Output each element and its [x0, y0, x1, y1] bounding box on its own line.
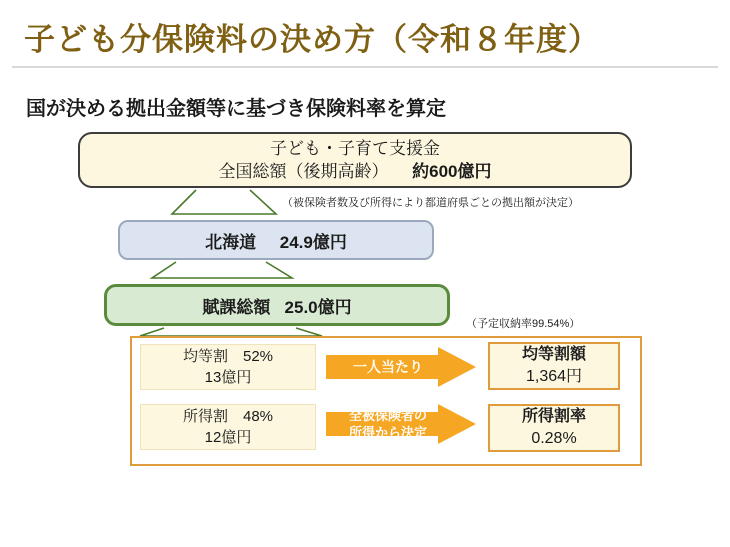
national-total-line1: 子ども・子育て支援金 — [270, 139, 440, 158]
national-total-box — [78, 132, 632, 188]
income-rate-cell — [488, 404, 620, 452]
note-collection-rate: （予定収納率99.54%） — [466, 318, 581, 330]
levy-value: 25.0億円 — [284, 297, 352, 317]
income-based-arrow-line1: 全被保険者の — [348, 408, 427, 423]
levy-total-box — [104, 284, 450, 326]
income-share-line1: 所得割 48% — [182, 408, 274, 425]
income-rate-value: 0.28% — [531, 430, 577, 447]
income-rate-head: 所得割率 — [521, 408, 586, 425]
hokkaido-box — [118, 220, 434, 260]
income-share-cell — [140, 404, 316, 450]
equal-share-cell — [140, 344, 316, 390]
equal-amount-value: 1,364円 — [525, 368, 583, 385]
income-based-arrow-label — [326, 404, 450, 444]
equal-amount-head: 均等割額 — [521, 346, 586, 363]
title-divider — [12, 66, 718, 68]
income-based-arrow-line2: 所得から決定 — [348, 425, 427, 440]
levy-label: 賦課総額 — [202, 297, 271, 317]
hokkaido-line — [205, 228, 347, 253]
levy-line — [202, 293, 351, 318]
national-total-line2 — [218, 160, 491, 183]
lead-text: 国が決める拠出金額等に基づき保険料率を算定 — [26, 98, 446, 120]
hokkaido-value: 24.9億円 — [279, 232, 347, 252]
per-person-arrow — [326, 347, 476, 387]
income-share-line2: 12億円 — [204, 429, 252, 446]
national-total-label: 全国総額（後期高齢） — [218, 162, 389, 181]
equal-amount-cell — [488, 342, 620, 390]
page-title: 子ども分保険料の決め方（令和８年度） — [24, 22, 600, 57]
national-total-value: 約600億円 — [412, 162, 492, 181]
hokkaido-label: 北海道 — [205, 232, 257, 252]
income-based-arrow — [326, 404, 476, 444]
equal-share-line2: 13億円 — [204, 369, 252, 386]
per-person-arrow-label: 一人当たり — [353, 358, 423, 375]
equal-share-line1: 均等割 52% — [182, 348, 274, 365]
note-prefecture: （被保険者数及び所得により都道府県ごとの拠出額が決定） — [282, 197, 579, 209]
